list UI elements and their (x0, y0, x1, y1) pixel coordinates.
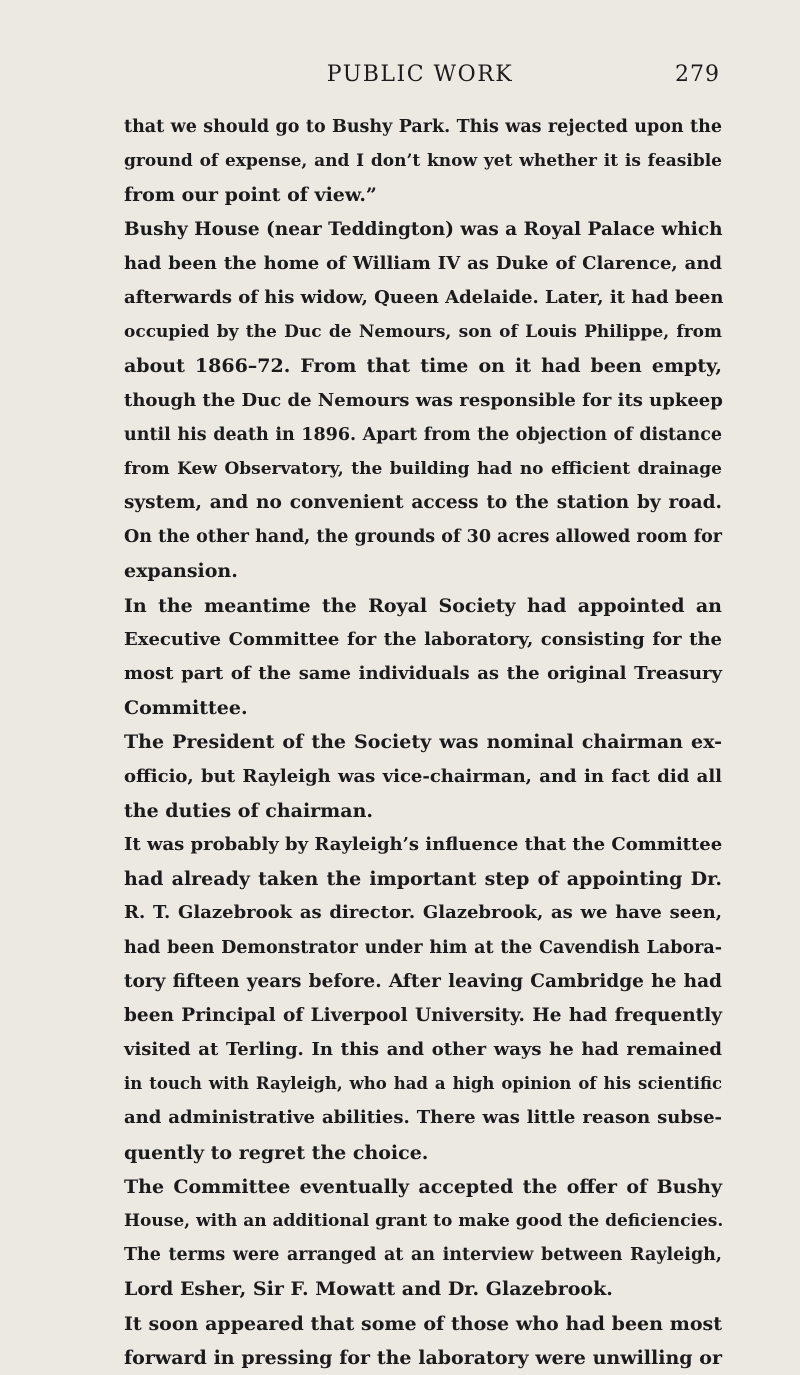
text-line: had been the home of William IV as Duke of Clarence, and (124, 252, 722, 274)
text-line: in touch with Rayleigh, who had a high opinion of his scientific (124, 1074, 722, 1094)
text-line: forward in pressing for the laboratory were unwilling or (124, 1346, 722, 1369)
text-line: though the Duc de Nemours was responsible for its upkeep (124, 389, 723, 411)
text-line: Bushy House (near Teddington) was a Royal Palace which (124, 218, 723, 240)
text-line: that we should go to Bushy Park. This was rejected upon the (124, 117, 722, 137)
text-line: In the meantime the Royal Society had appointed an (124, 594, 722, 617)
text-line: The President of the Society was nominal chairman ex- (124, 731, 722, 754)
text-line: and administrative abilities. There was little reason subse- (124, 1107, 722, 1129)
text-line: ground of expense, and I don’t know yet whether it is feasible (124, 151, 722, 172)
text-line: about 1866–72. From that time on it had been empty, (124, 355, 722, 378)
text-line: R. T. Glazebrook as director. Glazebrook, as we have seen, (124, 902, 722, 924)
text-line: Lord Esher, Sir F. Mowatt and Dr. Glazebrook. (124, 1278, 613, 1301)
text-line: The terms were arranged at an interview between Rayleigh, (124, 1245, 722, 1266)
text-line: tory fifteen years before. After leaving Cambridge he had (124, 970, 722, 992)
text-line: been Principal of Liverpool University. He had frequently (124, 1004, 722, 1026)
text-line: most part of the same individuals as the original Treasury (124, 663, 722, 684)
text-line: It was probably by Rayleigh’s influence that the Committee (124, 833, 723, 855)
text-line: the duties of chairman. (124, 799, 374, 822)
text-line: expansion. (124, 560, 238, 583)
text-line: from Kew Observatory, the building had no efficient drainage (124, 458, 722, 479)
text-line: until his death in 1896. Apart from the objection of distance (124, 424, 722, 445)
text-line: It soon appeared that some of those who had been most (124, 1312, 722, 1335)
body-text (124, 110, 722, 1375)
text-line: had been Demonstrator under him at the Cavendish Labora- (124, 937, 722, 958)
text-line: On the other hand, the grounds of 30 acres allowed room for (124, 527, 722, 548)
text-line: quently to regret the choice. (124, 1141, 429, 1164)
text-line: visited at Terling. In this and other ways he had remained (124, 1039, 722, 1061)
text-line: Executive Committee for the laboratory, consisting for the (124, 628, 722, 650)
text-line: officio, but Rayleigh was vice-chairman, and in fact did all (124, 765, 722, 787)
text-line: from our point of view.” (124, 184, 377, 207)
text-line: Committee. (124, 697, 248, 720)
text-line: The Committee eventually accepted the offer of Bushy (124, 1175, 722, 1198)
text-line: occupied by the Duc de Nemours, son of Louis Philippe, from (124, 322, 722, 343)
text-line: House, with an additional grant to make good the deficiencies. (124, 1211, 724, 1231)
page-number: 279 (675, 62, 720, 87)
text-line: system, and no convenient access to the station by road. (124, 492, 722, 514)
text-line: afterwards of his widow, Queen Adelaide. Later, it had been (124, 286, 724, 308)
running-head (120, 62, 720, 98)
running-title: PUBLIC WORK (326, 62, 514, 87)
text-line: had already taken the important step of appointing Dr. (124, 868, 722, 891)
